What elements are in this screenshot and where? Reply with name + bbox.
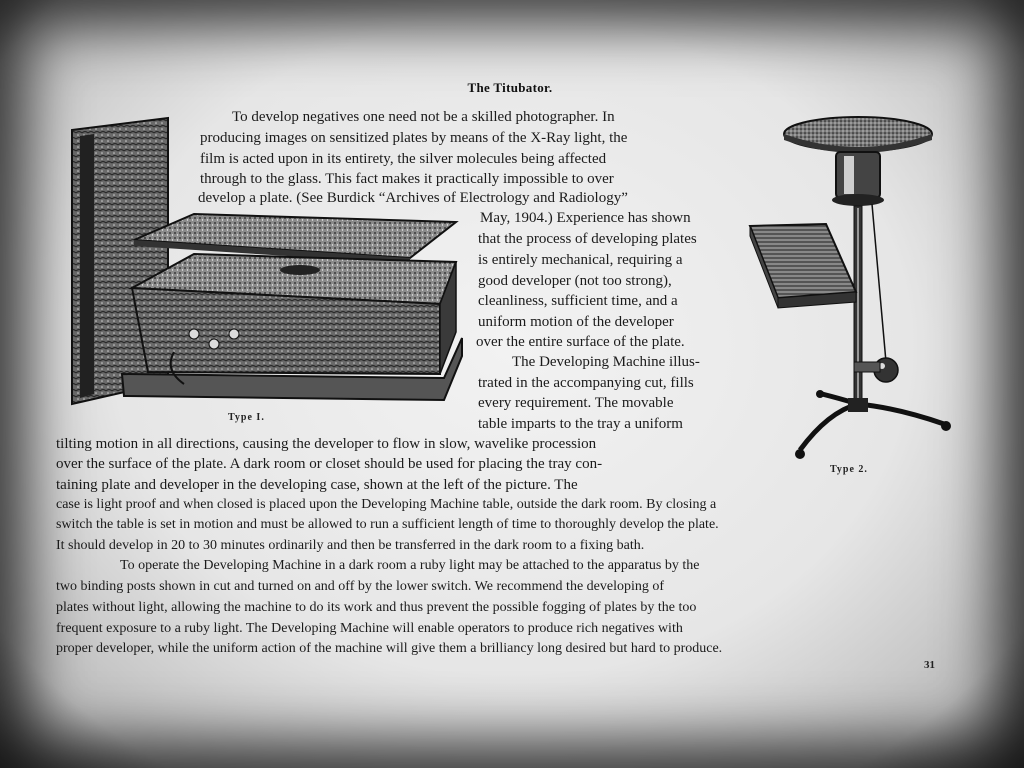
text-line: film is acted upon in its entirety, the silver molecules being affected <box>200 151 607 167</box>
text-line: case is light proof and when closed is placed upon the Developing Machine table, outside the dark room. By closing a <box>56 497 717 512</box>
text-line: proper developer, while the uniform action of the machine will give them a brilliancy long desired but hard to produce. <box>56 641 723 656</box>
text-line: switch the table is set in motion and must be allowed to run a sufficient length of time to thoroughly develop the plate. <box>56 517 719 532</box>
figure-caption-type1: Type I. <box>228 412 265 423</box>
text-line: every requirement. The movable <box>478 395 674 411</box>
text-line: tilting motion in all directions, causing the developer to flow in slow, wavelike procession <box>56 436 597 452</box>
text-line: May, 1904.) Experience has shown <box>480 210 691 226</box>
page-number: 31 <box>924 659 935 671</box>
text-line: To develop negatives one need not be a skilled photographer. In <box>232 109 615 125</box>
text-line: is entirely mechanical, requiring a <box>478 252 683 268</box>
text-line: through to the glass. This fact makes it practically impossible to over <box>200 171 614 187</box>
text-line: good developer (not too strong), <box>478 273 672 289</box>
text-line: producing images on sensitized plates by means of the X-Ray light, the <box>200 130 628 146</box>
text-line: frequent exposure to a ruby light. The Developing Machine will enable operators to produce rich negatives with <box>56 621 683 636</box>
text-line: plates without light, allowing the machine to do its work and thus prevent the possible fogging of plates by the too <box>56 600 697 615</box>
text-line: table imparts to the tray a uniform <box>478 416 683 432</box>
text-line: cleanliness, sufficient time, and a <box>478 293 678 309</box>
text-line: uniform motion of the developer <box>478 314 674 330</box>
text-line: trated in the accompanying cut, fills <box>478 375 694 391</box>
text-line: two binding posts shown in cut and turned on and off by the lower switch. We recommend the developing of <box>56 579 665 594</box>
figure-caption-type2: Type 2. <box>830 464 868 475</box>
text-line: taining plate and developer in the developing case, shown at the left of the picture. The <box>56 477 578 493</box>
text-line: over the surface of the plate. A dark room or closet should be used for placing the tray con- <box>56 456 603 472</box>
text-line: over the entire surface of the plate. <box>476 334 685 350</box>
text-line: To operate the Developing Machine in a dark room a ruby light may be attached to the apparatus by the <box>120 558 700 573</box>
page-title: The Titubator. <box>467 80 553 95</box>
text-line: It should develop in 20 to 30 minutes ordinarily and then be transferred in the dark room to a fixing bath. <box>56 538 645 553</box>
text-line: The Developing Machine illus- <box>512 354 700 370</box>
text-line: develop a plate. (See Burdick “Archives of Electrology and Radiology” <box>198 190 628 206</box>
text-line: that the process of developing plates <box>478 231 697 247</box>
developing-machine-illustration <box>748 112 962 464</box>
